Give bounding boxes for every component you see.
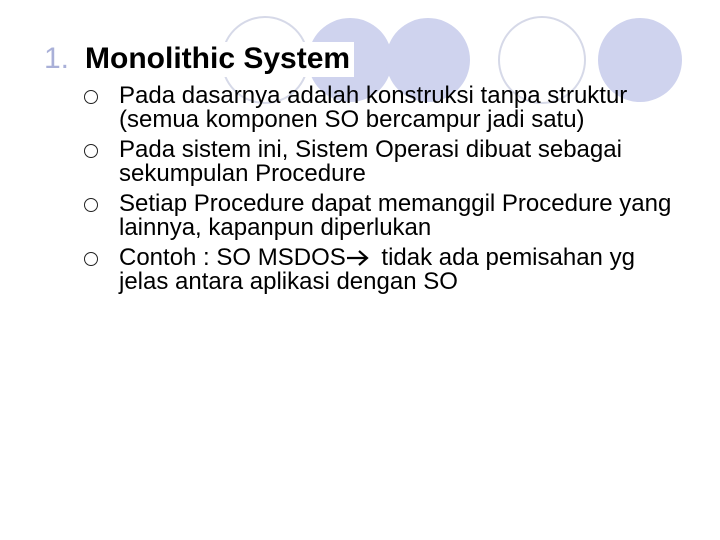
bullet-item — [84, 138, 684, 186]
bullet-text: Pada sistem ini, Sistem Operasi dibuat sebagai sekumpulan Procedure — [119, 136, 622, 187]
title-number: 1. — [44, 42, 70, 75]
bullet-circle-icon — [84, 90, 98, 104]
bullet-circle-icon — [84, 144, 98, 158]
bullet-item — [84, 246, 684, 294]
bullet-text-after: tidak ada pemisahan yg jelas antara aplikasi dengan SO — [119, 244, 635, 295]
bullet-text: Setiap Procedure dapat memanggil Procedure yang lainnya, kapanpun diperlukan — [119, 190, 672, 241]
bullet-circle-icon — [84, 252, 98, 266]
bullet-list — [84, 84, 684, 300]
bullet-text: Pada dasarnya adalah konstruksi tanpa struktur (semua komponen SO bercampur jadi satu) — [119, 82, 628, 133]
title-text: Monolithic System — [83, 42, 354, 77]
bullet-text-before: Contoh : SO MSDOS — [119, 244, 346, 271]
bullet-item — [84, 192, 684, 240]
bullet-circle-icon — [84, 198, 98, 212]
arrow-right-icon — [346, 249, 372, 267]
bullet-item — [84, 84, 684, 132]
slide-title — [44, 42, 354, 76]
